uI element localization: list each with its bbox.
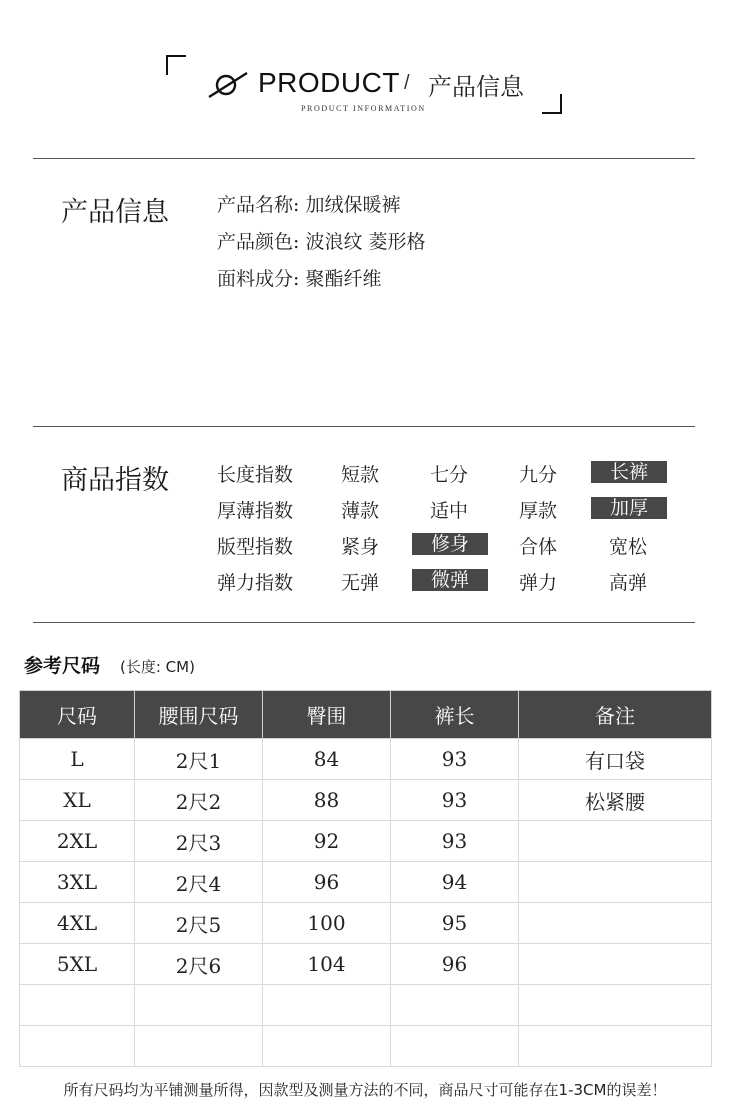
size-table: [19, 690, 712, 1067]
index-option: 宽松: [609, 536, 648, 558]
info-line-name: 产品名称: 加绒保暖裤: [217, 194, 401, 216]
index-title: 商品指数: [61, 465, 169, 496]
table-cell: 2尺6: [135, 944, 263, 985]
product-logo-icon: [206, 71, 250, 99]
divider-3: [33, 622, 695, 623]
index-option: 七分: [430, 464, 469, 486]
table-cell: 104: [263, 944, 391, 985]
header-title-cn: 产品信息: [428, 73, 524, 101]
size-table-header-row: [20, 691, 712, 739]
table-row: [20, 1026, 712, 1067]
table-row: [20, 780, 712, 821]
table-cell: 93: [391, 780, 519, 821]
index-row-label: 厚薄指数: [217, 500, 294, 522]
table-cell: [519, 944, 712, 985]
table-cell: [263, 1026, 391, 1067]
index-option: 九分: [519, 464, 558, 486]
header-subtitle: PRODUCT INFORMATION: [301, 104, 426, 113]
table-cell: [20, 985, 135, 1026]
table-cell: 2尺3: [135, 821, 263, 862]
table-cell: 4XL: [20, 903, 135, 944]
table-cell: 松紧腰: [519, 780, 712, 821]
size-header-cell: 备注: [519, 691, 712, 739]
table-cell: 100: [263, 903, 391, 944]
table-cell: [135, 985, 263, 1026]
index-option: 薄款: [341, 500, 380, 522]
table-cell: 2尺2: [135, 780, 263, 821]
index-option-selected: 修身: [412, 533, 488, 555]
size-table-body: [20, 739, 712, 1067]
index-row-label: 版型指数: [217, 536, 294, 558]
index-option: 适中: [430, 500, 469, 522]
index-option: 弹力: [519, 572, 558, 594]
table-cell: 94: [391, 862, 519, 903]
index-option: 短款: [341, 464, 380, 486]
table-cell: 96: [391, 944, 519, 985]
index-row-label: 长度指数: [217, 464, 294, 486]
table-cell: 有口袋: [519, 739, 712, 780]
index-option: 紧身: [341, 536, 380, 558]
table-cell: [391, 1026, 519, 1067]
index-option: 合体: [519, 536, 558, 558]
table-cell: 93: [391, 739, 519, 780]
table-cell: 5XL: [20, 944, 135, 985]
index-option: 厚款: [519, 500, 558, 522]
table-cell: 2尺5: [135, 903, 263, 944]
size-header-cell: 裤长: [391, 691, 519, 739]
divider-2: [33, 426, 695, 427]
table-cell: XL: [20, 780, 135, 821]
table-cell: [519, 903, 712, 944]
header-title: PRODUCT: [258, 67, 400, 98]
table-row: [20, 862, 712, 903]
header-slash: /: [404, 72, 410, 94]
table-cell: 3XL: [20, 862, 135, 903]
table-cell: 2XL: [20, 821, 135, 862]
info-line-color: 产品颜色: 波浪纹 菱形格: [217, 231, 426, 253]
table-cell: [519, 985, 712, 1026]
info-line-fabric: 面料成分: 聚酯纤维: [217, 268, 382, 290]
size-header-cell: 腰围尺码: [135, 691, 263, 739]
table-cell: [135, 1026, 263, 1067]
table-cell: 2尺4: [135, 862, 263, 903]
table-row: [20, 739, 712, 780]
index-option-selected: 微弹: [412, 569, 488, 591]
table-row: [20, 903, 712, 944]
index-option-selected: 长裤: [591, 461, 667, 483]
size-header-cell: 臀围: [263, 691, 391, 739]
divider-1: [33, 158, 695, 159]
index-option: 高弹: [609, 572, 648, 594]
table-row: [20, 985, 712, 1026]
table-cell: [20, 1026, 135, 1067]
table-cell: [519, 1026, 712, 1067]
table-cell: 92: [263, 821, 391, 862]
table-cell: [519, 862, 712, 903]
size-table-title: 参考尺码: [24, 655, 101, 677]
table-cell: 2尺1: [135, 739, 263, 780]
table-cell: 95: [391, 903, 519, 944]
product-info-title: 产品信息: [61, 197, 169, 228]
footer-note: 所有尺码均为平铺测量所得，因款型及测量方法的不同，商品尺寸可能存在1-3CM的误差！: [63, 1081, 667, 1099]
index-option-selected: 加厚: [591, 497, 667, 519]
table-cell: [519, 821, 712, 862]
index-row-label: 弹力指数: [217, 572, 294, 594]
corner-bracket-bottom-right: [542, 94, 562, 114]
index-option: 无弹: [341, 572, 380, 594]
table-cell: L: [20, 739, 135, 780]
table-cell: [263, 985, 391, 1026]
corner-bracket-top-left: [166, 55, 186, 75]
table-cell: 88: [263, 780, 391, 821]
size-unit-note: (长度: CM): [120, 658, 195, 676]
table-cell: 93: [391, 821, 519, 862]
table-row: [20, 821, 712, 862]
size-header-cell: 尺码: [20, 691, 135, 739]
table-row: [20, 944, 712, 985]
table-cell: 84: [263, 739, 391, 780]
table-cell: 96: [263, 862, 391, 903]
table-cell: [391, 985, 519, 1026]
